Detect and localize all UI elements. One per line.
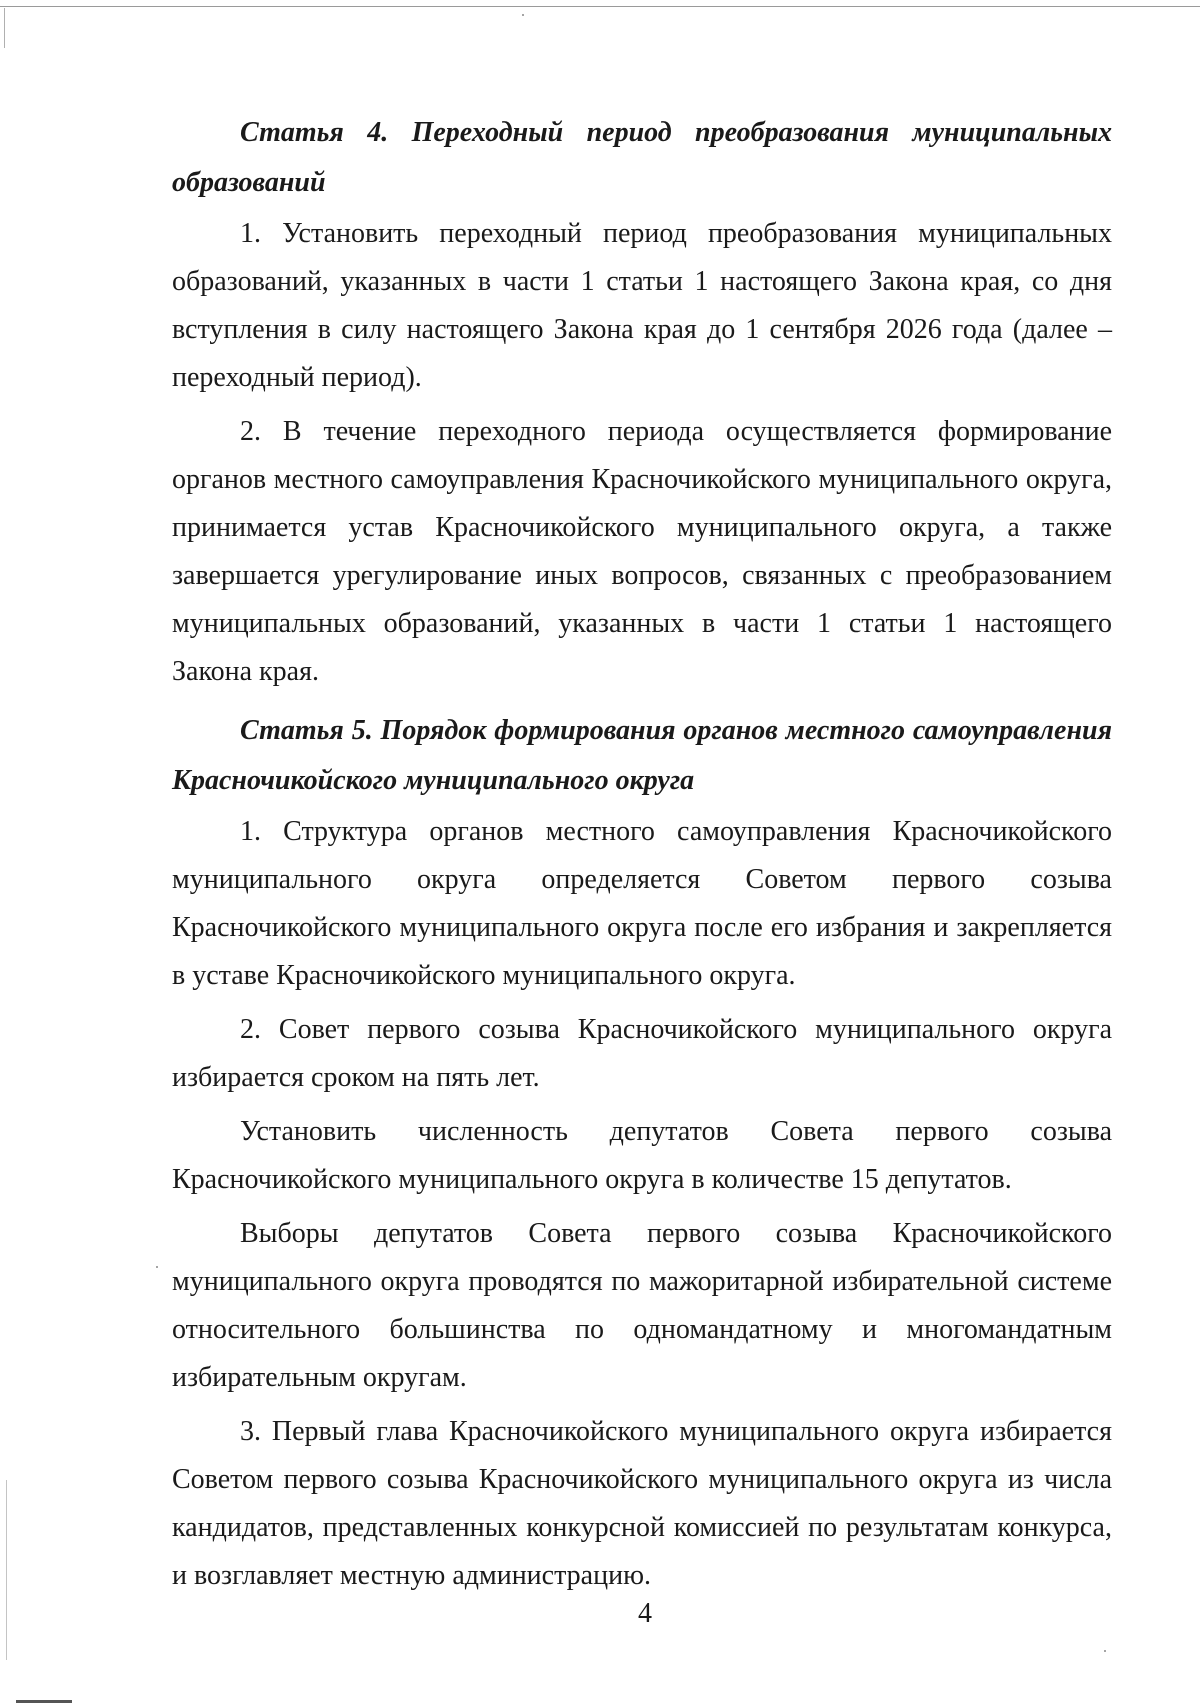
article-5-paragraph-2: 2. Совет первого созыва Красночикойского муниципального округа избирается сроком на пять лет. <box>172 1014 1112 1093</box>
document-body <box>172 108 1112 1600</box>
scan-edge-mark <box>4 8 5 48</box>
article-5-paragraph-4: Выборы депутатов Совета первого созыва Красночикойского муниципального округа проводятся по мажоритарной избирательной системе относительного большинства по одномандатному и многомандатным избирательным округам. <box>172 1218 1112 1393</box>
scan-edge-line <box>0 6 1200 7</box>
article-4-paragraph-2: 2. В течение переходного периода осуществляется формирование органов местного самоуправления Красночикойского муниципального округа, принимается устав Красночикойского муниципального округа, а также завершается урегулирование иных вопросов, связанных с преобразованием муниципальных образований, указанных в части 1 статьи 1 настоящего Закона края. <box>172 416 1112 687</box>
scan-speck <box>156 1266 158 1268</box>
article-4-paragraph-1: 1. Установить переходный период преобразования муниципальных образований, указанных в части 1 статьи 1 настоящего Закона края, со дня вступления в силу настоящего Закона края до 1 сентября 2026 года (далее – переходный период). <box>172 218 1112 393</box>
scan-edge-mark <box>16 1700 72 1703</box>
article-4-heading: Статья 4. Переходный период преобразования муниципальных образований <box>172 117 1112 198</box>
scan-speck <box>522 14 524 16</box>
scan-speck <box>1104 1650 1106 1652</box>
article-5-paragraph-1: 1. Структура органов местного самоуправления Красночикойского муниципального округа определяется Советом первого созыва Красночикойского муниципального округа после его избрания и закрепляется в уставе Красночикойского муниципального округа. <box>172 816 1112 991</box>
page-number: 4 <box>638 1598 652 1629</box>
article-5-paragraph-3: Установить численность депутатов Совета первого созыва Красночикойского муниципального округа в количестве 15 депутатов. <box>172 1116 1112 1195</box>
article-5-heading: Статья 5. Порядок формирования органов местного самоуправления Красночикойского муниципального округа <box>172 715 1112 796</box>
scan-edge-mark <box>6 1480 7 1660</box>
article-5-paragraph-5: 3. Первый глава Красночикойского муниципального округа избирается Советом первого созыва Красночикойского муниципального округа из числа кандидатов, представленных конкурсной комиссией по результатам конкурса, и возглавляет местную администрацию. <box>172 1416 1112 1591</box>
